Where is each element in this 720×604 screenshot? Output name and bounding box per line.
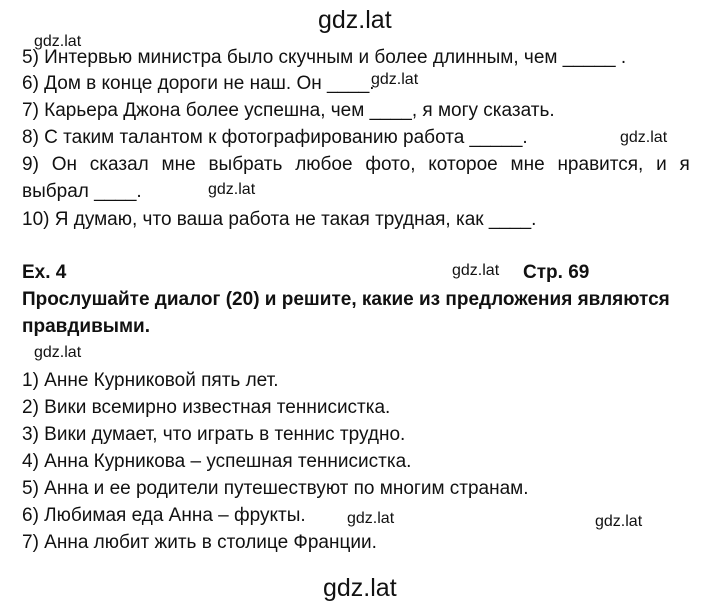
sentence-6: 6) Дом в конце дороги не наш. Он ____. xyxy=(22,73,375,94)
instruction-line-2: правдивыми. xyxy=(22,316,150,337)
page-number: Стр. 69 xyxy=(523,262,590,283)
watermark: gdz.lat xyxy=(371,71,419,88)
sentence-5: 5) Интервью министра было скучным и более длинным, чем _____ . xyxy=(22,47,627,68)
watermark: gdz.lat xyxy=(620,129,668,146)
word: выбрать xyxy=(208,154,283,175)
word: сказал xyxy=(89,154,149,175)
sentence-10: 10) Я думаю, что ваша работа не такая трудная, как ____. xyxy=(22,209,537,230)
instruction-line-1: Прослушайте диалог (20) и решите, какие из предложения являются xyxy=(22,289,670,310)
watermark: gdz.lat xyxy=(208,181,256,198)
word: любое xyxy=(295,154,353,175)
watermark: gdz.lat xyxy=(595,513,643,530)
word: фото, xyxy=(365,154,416,175)
statement-5: 5) Анна и ее родители путешествуют по многим странам. xyxy=(22,478,529,499)
word: Он xyxy=(51,154,77,175)
statement-7: 7) Анна любит жить в столице Франции. xyxy=(22,532,377,553)
watermark-top: gdz.lat xyxy=(318,6,392,34)
word: мне xyxy=(510,154,545,175)
word: я xyxy=(679,154,690,175)
watermark: gdz.lat xyxy=(347,510,395,527)
word: которое xyxy=(428,154,498,175)
statement-4: 4) Анна Курникова – успешная теннисистка. xyxy=(22,451,412,472)
sentence-9-line-1 xyxy=(22,153,690,177)
word: 9) xyxy=(22,154,39,175)
watermark-bottom: gdz.lat xyxy=(323,574,397,602)
statement-2: 2) Вики всемирно известная теннисистка. xyxy=(22,397,391,418)
sentence-9-line-2: выбрал ____. xyxy=(22,181,142,202)
exercise-label: Ex. 4 xyxy=(22,262,67,283)
watermark: gdz.lat xyxy=(34,344,82,361)
watermark: gdz.lat xyxy=(452,262,500,279)
sentence-8: 8) С таким талантом к фотографированию работа _____. xyxy=(22,127,528,148)
word: и xyxy=(656,154,667,175)
word: мне xyxy=(161,154,196,175)
statement-3: 3) Вики думает, что играть в теннис трудно. xyxy=(22,424,406,445)
statement-1: 1) Анне Курниковой пять лет. xyxy=(22,370,279,391)
word: нравится, xyxy=(557,154,644,175)
sentence-7: 7) Карьера Джона более успешна, чем ____, я могу сказать. xyxy=(22,100,555,121)
statement-6: 6) Любимая еда Анна – фрукты. xyxy=(22,505,306,526)
watermark: gdz.lat xyxy=(34,33,82,50)
